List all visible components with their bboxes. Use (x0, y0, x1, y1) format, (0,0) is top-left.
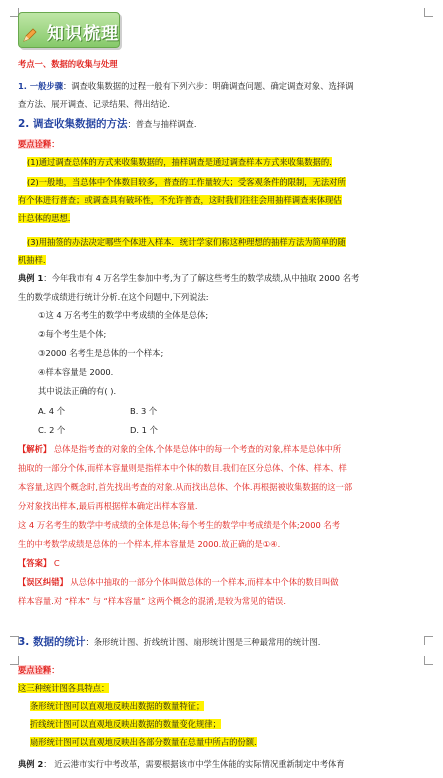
option-d: D. 1 个 (130, 425, 158, 435)
note-line: 计总体的思想. (18, 213, 71, 223)
analysis-label: 【解析】 (18, 444, 52, 454)
option-c: C. 2 个 (38, 425, 66, 435)
note-line: 有个体进行普查；或调查具有破坏性，不允许普查，这时我们往往会用抽样调查来体现估 (18, 195, 342, 205)
chart-note: 条形统计图可以直观地反映出数据的数量特征； (30, 701, 205, 711)
statistics-label: 3. 数据的统计 (18, 636, 86, 648)
analysis-line: 这 4 万名考生的数学中考成绩的全体是总体;每个考生的数学中考成绩是个体;2000 名考 (18, 520, 340, 530)
option-b: B. 3 个 (130, 406, 158, 416)
chart-note: 折线统计图可以直观地反映出数据的数量变化规律； (30, 719, 221, 729)
text-line: ：调查收集数据的过程一般有下列六步：明确调查问题、确定调查对象、选择调 (63, 81, 354, 91)
section-title: 考点一、数据的收集与处理 (18, 59, 118, 69)
analysis-line: 【解析】 总体是指考查的对象的全体,个体是总体中的每一个考查的对象,样本是总体中所 (18, 444, 342, 454)
example1-line: 典例 1：今年我市有 4 万名学生参加中考,为了了解这些考生的数学成绩,从中抽取 2000 名考 (18, 273, 360, 283)
statement-item: ②每个考生是个体; (38, 329, 107, 339)
note-line: 机抽样. (18, 255, 46, 265)
badge-title: 知识梳理 (47, 24, 119, 44)
pitfall-line: 【误区纠错】 从总体中抽取的一部分个体叫做总体的一个样本,而样本中个体的数目叫做 (18, 577, 339, 587)
example-label: 典例 1 (18, 273, 44, 283)
chart-intro: 这三种统计图各具特点： (18, 683, 110, 693)
note-line: (1)通过调查总体的方式来收集数据的，抽样调查是通过调查样本方式来收集数据的. (27, 157, 332, 167)
statement-item: ③2000 名考生是总体的一个样本; (38, 348, 164, 358)
key-point-label: 要点诠释： (18, 665, 60, 675)
key-point-label: 要点诠释： (18, 139, 60, 149)
pitfall-line: 样本容量.对 “样本” 与 “样本容量” 这两个概念的混淆,是较为常见的错误. (18, 596, 286, 606)
question-text: 其中说法正确的有( ). (38, 386, 117, 396)
answer-value: C (53, 558, 60, 568)
pitfall-label: 【误区纠错】 (18, 577, 68, 587)
paragraph-steps (18, 80, 428, 92)
note-line: (2)一般地，当总体中个体数目较多，普查的工作量较大；受客观条件的限制，无法对所 (27, 177, 346, 187)
option-a: A. 4 个 (38, 406, 66, 416)
paragraph-methods (18, 118, 428, 130)
statement-item: ④样本容量是 2000. (38, 367, 114, 377)
text-line: ：普查与抽样调查. (127, 119, 197, 129)
crop-mark (424, 8, 433, 17)
note-line: (3)用抽签的办法决定哪些个体进入样本．统计学家们称这种理想的抽样方法为简单的随 (27, 237, 346, 247)
analysis-line: 抽取的一部分个体,而样本容量则是指样本中个体的数目.我们在区分总体、个体、样本、样 (18, 463, 347, 473)
text-line: 查方法、展开调查、记录结果、得出结论. (18, 99, 170, 109)
example2-line: 典例 2： 近云港市实行中考改革，需要根据该市中学生体能的实际情况重新制定中考体育 (18, 759, 345, 769)
step-label: 1. 一般步骤 (18, 81, 64, 91)
chart-note: 扇形统计图可以直观地反映出各部分数量在总量中所占的份额. (30, 737, 257, 747)
statement-item: ①这 4 万名考生的数学中考成绩的全体是总体; (38, 310, 209, 320)
method-label: 2. 调查收集数据的方法 (18, 118, 128, 130)
paragraph-statistics: 3. 数据的统计：条形统计图、折线统计图、扇形统计图是三种最常用的统计图. (18, 636, 321, 648)
analysis-line: 生的中考数学成绩是总体的一个样本,样本容量是 2000.故正确的是①④. (18, 539, 281, 549)
analysis-line: 分对象找出样本,最后再根据样本确定出样本容量. (18, 501, 198, 511)
example1-line: 生的数学成绩进行统计分析.在这个问题中,下列说法: (18, 292, 209, 302)
answer-label: 【答案】 (18, 558, 52, 568)
section-badge (18, 12, 120, 48)
example-label: 典例 2 (18, 759, 44, 769)
analysis-line: 本容量,这四个概念时,首先找出考查的对象.从而找出总体、个体.再根据被收集数据的这一部 (18, 482, 353, 492)
answer-line (18, 557, 428, 569)
pencil-icon (22, 27, 38, 43)
